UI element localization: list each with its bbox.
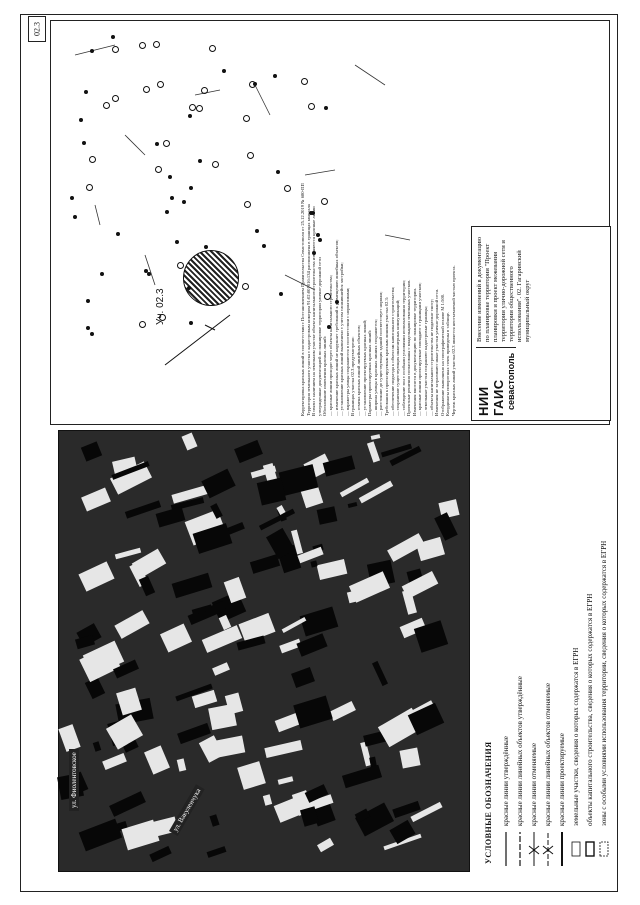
building-roof xyxy=(212,662,230,676)
legend-label: зоны с особыми условиями использования территории, сведения о которых содержатся в ЕГРН xyxy=(600,540,608,826)
note-line: утвержденные документацией по планировке территории улично-дорожной сети xyxy=(316,257,322,416)
building-roof xyxy=(237,761,266,790)
map-point-icon xyxy=(189,321,193,325)
legend-label: земельные участки, сведения о которых содержатся в ЕГРН xyxy=(572,647,580,826)
map-line xyxy=(125,135,145,155)
project-title: Внесение изменений в документацию по планировке территории "Проект планировки и проект межевания территории улично-дорожной сети и территории общественного использования". 02. Гагаринский муниципальный округ xyxy=(476,236,531,342)
map-circle-icon xyxy=(112,46,119,53)
shadow-area xyxy=(93,741,101,751)
map-point-icon xyxy=(155,142,159,146)
map-point-icon xyxy=(189,186,193,190)
shadow-area xyxy=(348,502,358,508)
map-point-icon xyxy=(84,90,88,94)
note-line: — изменение красных линий не нарушает требований к размещению линейных объектов; xyxy=(333,239,339,416)
legend-label: красные линии линейных объектов отменяемые xyxy=(544,683,552,826)
note-line: — установление красных линий выполнено с учетом сложившейся застройки; xyxy=(339,262,345,416)
map-circle-icon xyxy=(112,95,119,102)
shadow-area xyxy=(149,846,171,862)
note-line: Параметры проектируемых красных линий: xyxy=(367,330,373,416)
aerial-photo xyxy=(58,430,470,872)
org-city: севастополь xyxy=(506,352,516,410)
building-roof xyxy=(317,838,334,852)
shadow-area xyxy=(317,506,338,524)
note-line: — сохранение существующих инженерных коммуникаций; xyxy=(395,299,401,416)
note-line: В связи с наличием на земельном участке объекта капитального строительства изменяются красные линии xyxy=(311,206,317,416)
note-line: — отмена красных линий линейных объектов; xyxy=(355,325,361,416)
note-line: — расстояние до существующих зданий соответствует нормам; xyxy=(378,291,384,416)
map-point-icon xyxy=(198,159,202,163)
map-point-icon xyxy=(187,286,191,290)
map-point-icon xyxy=(279,292,283,296)
shadow-area xyxy=(172,573,213,598)
map-circle-icon xyxy=(247,152,254,159)
map-line xyxy=(95,205,100,225)
legend-item xyxy=(513,430,527,866)
red-line-designed-icon xyxy=(557,832,567,866)
map-point-icon xyxy=(168,175,172,179)
building-roof xyxy=(278,776,294,784)
land-plot-icon xyxy=(571,832,581,866)
note-line: Отображение выполнено на топографической основе М 1:500. xyxy=(439,293,445,416)
legend-label: красные линии отменяемые xyxy=(530,743,538,826)
building-roof xyxy=(122,820,160,851)
map-point-icon xyxy=(170,196,174,200)
map-circle-icon xyxy=(139,321,146,328)
note-line: — земельные участки сохраняют кадастровые границы; xyxy=(423,306,429,416)
map-circle-icon xyxy=(196,105,203,112)
parcel-label: Уч. 02.3 xyxy=(155,288,166,325)
map-point-icon xyxy=(116,232,120,236)
map-point-icon xyxy=(100,272,104,276)
note-line: Изменения не затрагивают иные участки улично-дорожной сети. xyxy=(434,288,440,416)
note-line: В границах участка 02.3 предусмотрено: xyxy=(350,336,356,416)
map-point-icon xyxy=(73,215,77,219)
shadow-area xyxy=(209,814,219,827)
map-circle-icon xyxy=(243,115,250,122)
shadow-area xyxy=(293,696,333,729)
street-label: ул. Фиолентовское xyxy=(69,749,79,811)
map-point-icon xyxy=(70,196,74,200)
building-roof xyxy=(263,794,272,805)
note-line: Корректировка красных линий в соответствии с Постановлением Правительства Севастополя от 25.12.2019 № 680-ПП xyxy=(300,183,305,416)
map-point-icon xyxy=(276,170,280,174)
map-point-icon xyxy=(147,272,151,276)
map-point-icon xyxy=(90,49,94,53)
note-line: — красные линии проектируемые совпадают с границами участков; xyxy=(417,282,423,416)
note-line: — обеспечение подъезда к объектам капитального строительства; xyxy=(389,286,395,416)
map-circle-icon xyxy=(177,262,184,269)
note-line: Изменения вносятся в документацию по планировке территории. xyxy=(411,288,417,416)
shadow-area xyxy=(296,633,327,656)
building-roof xyxy=(202,625,242,653)
building-roof xyxy=(264,740,302,758)
map-point-icon xyxy=(175,240,179,244)
map-line xyxy=(75,45,115,55)
note-line: — объекты капитального строительства не подлежат сносу; xyxy=(428,298,434,416)
map-circle-icon xyxy=(201,87,208,94)
map-point-icon xyxy=(165,210,169,214)
note-line: Территория земельного участка с кадастровым номером 91:02:001016:134 расположена в границах квартала xyxy=(305,204,311,416)
red-line xyxy=(165,315,230,365)
shadow-area xyxy=(79,819,123,852)
note-line: Чертеж красных линий участка 02.3 является неотъемлемой частью проекта. xyxy=(451,265,457,416)
map-circle-icon xyxy=(103,102,110,109)
building-roof xyxy=(144,745,170,774)
shadow-area xyxy=(207,846,227,858)
special-zone-icon xyxy=(599,832,609,866)
map-circle-icon xyxy=(189,104,196,111)
map-point-icon xyxy=(255,229,259,233)
building-roof xyxy=(399,747,420,768)
organization-block xyxy=(476,347,516,418)
map-circle-icon xyxy=(139,42,146,49)
map-point-icon xyxy=(90,332,94,336)
shadow-area xyxy=(257,477,287,505)
building-roof xyxy=(78,561,114,591)
note-line: — параметры улицы сохраняются в соответствии с нормативами; xyxy=(344,287,350,416)
map-point-icon xyxy=(222,69,226,73)
shadow-area xyxy=(139,576,155,597)
map-circle-icon xyxy=(86,184,93,191)
legend-item xyxy=(527,430,541,866)
map-circle-icon xyxy=(143,86,150,93)
note-line: Обоснование изменения красных линий: xyxy=(322,336,328,416)
map-point-icon xyxy=(111,35,115,39)
legend-item xyxy=(541,430,555,866)
org-name: НИИ ГАИС xyxy=(476,379,506,416)
legend xyxy=(480,430,610,870)
building-roof xyxy=(367,441,380,462)
note-line: — красные линии проходят через объекты капитального строительства; xyxy=(327,275,333,416)
note-line: Проектные решения согласованы с владельцами земельных участков. xyxy=(406,279,412,416)
map-point-icon xyxy=(86,326,90,330)
map-circle-icon xyxy=(284,185,291,192)
map-circle-icon xyxy=(242,283,249,290)
shadow-area xyxy=(372,661,388,686)
building-roof xyxy=(58,724,80,752)
map-point-icon xyxy=(204,245,208,249)
shadow-area xyxy=(109,791,146,817)
shadow-area xyxy=(250,554,280,574)
map-circle-icon xyxy=(159,314,166,321)
red-line-linear-approved-icon xyxy=(515,832,525,866)
street-label: ул. Вакуленчука xyxy=(169,784,205,836)
legend-item xyxy=(597,430,611,866)
note-line: — соблюдение зон с особыми условиями использования территории; xyxy=(400,280,406,416)
explanatory-notes xyxy=(300,26,457,416)
red-line-cancelled-icon xyxy=(529,832,539,866)
note-line: Требования к проектируемым красным линиям участка 02.3: xyxy=(383,296,389,416)
map-circle-icon xyxy=(153,41,160,48)
red-line-linear-cancelled-icon xyxy=(543,832,553,866)
map-point-icon xyxy=(82,141,86,145)
building-roof xyxy=(102,753,127,770)
map-point-icon xyxy=(273,74,277,78)
shadow-area xyxy=(201,469,235,499)
map-point-icon xyxy=(262,244,266,248)
building-roof xyxy=(371,434,381,440)
building-roof xyxy=(114,610,149,639)
map-line xyxy=(255,85,270,115)
legend-label: объекты капитального строительства, сведения о которых содержатся в ЕГРН xyxy=(586,593,594,826)
shadow-area xyxy=(291,667,315,688)
building-roof xyxy=(317,559,348,580)
legend-item xyxy=(499,430,513,866)
shadow-area xyxy=(156,507,186,528)
note-line: — ширина улицы в красных линиях сохраняется; xyxy=(372,319,378,416)
map-circle-icon xyxy=(209,45,216,52)
map-point-icon xyxy=(79,118,83,122)
shadow-area xyxy=(234,440,263,463)
map-point-icon xyxy=(182,200,186,204)
sheet-number: 02.3 xyxy=(28,16,46,42)
legend-label: красные линии линейных объектов утверждённые xyxy=(516,676,524,826)
shadow-area xyxy=(85,677,105,699)
legend-label: красные линии проектируемые xyxy=(558,733,566,826)
title-block-stamp xyxy=(471,226,611,421)
legend-item xyxy=(555,430,569,866)
map-circle-icon xyxy=(89,156,96,163)
building-roof xyxy=(81,488,111,512)
map-circle-icon xyxy=(155,166,162,173)
map-point-icon xyxy=(86,299,90,303)
legend-label: красные линии утверждённые xyxy=(502,736,510,826)
note-line: — установление проектируемых красных линий; xyxy=(361,319,367,416)
legend-item xyxy=(583,430,597,866)
building-roof xyxy=(349,571,390,602)
building-roof xyxy=(329,701,356,721)
map-circle-icon xyxy=(157,81,164,88)
map-circle-icon xyxy=(163,140,170,147)
building-roof xyxy=(182,432,198,450)
capital-object-icon xyxy=(585,832,595,866)
red-line-approved-icon xyxy=(501,832,511,866)
shadow-area xyxy=(342,765,382,789)
map-circle-icon xyxy=(212,161,219,168)
note-line: Координаты поворотных точек приведены в таблице. xyxy=(445,311,451,416)
map-circle-icon xyxy=(249,81,256,88)
map-circle-icon xyxy=(244,201,251,208)
shadow-area xyxy=(300,606,339,636)
map-point-icon xyxy=(188,114,192,118)
building-roof xyxy=(115,548,141,560)
legend-title: УСЛОВНЫЕ ОБОЗНАЧЕНИЯ xyxy=(484,741,493,864)
shadow-area xyxy=(81,441,102,461)
building-roof xyxy=(160,623,192,652)
building-roof xyxy=(177,758,187,771)
legend-item xyxy=(569,430,583,866)
